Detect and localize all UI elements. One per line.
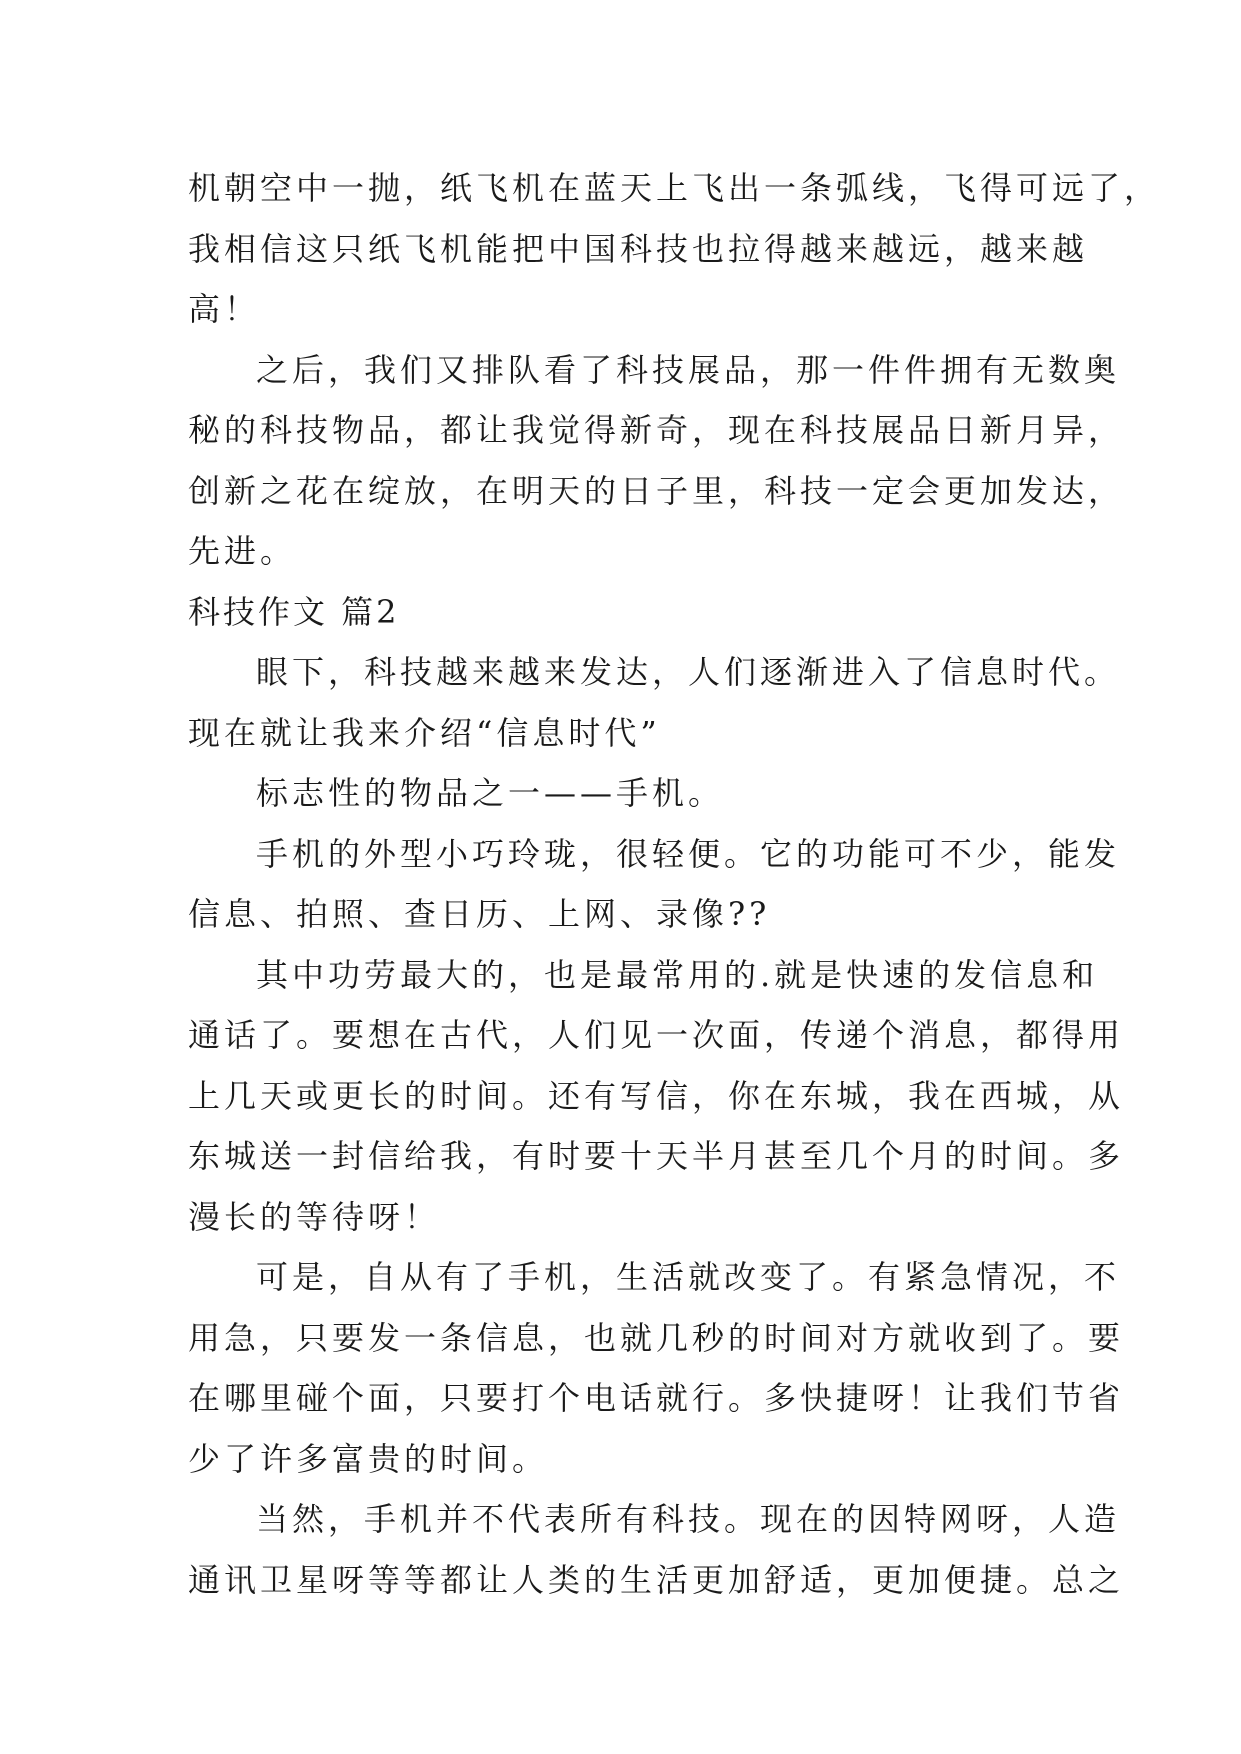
text-line: 少了许多富贵的时间。 xyxy=(188,1439,549,1478)
paragraph-start-line: 手机的外型小巧玲珑，很轻便。它的功能可不少，能发 xyxy=(256,834,1121,873)
paragraph-start-line: 其中功劳最大的，也是最常用的.就是快速的发信息和 xyxy=(256,955,1099,994)
text-line: 上几天或更长的时间。还有写信，你在东城，我在西城，从 xyxy=(188,1076,1125,1115)
text-line: 先进。 xyxy=(188,532,297,570)
paragraph-start-line: 可是，自从有了手机，生活就改变了。有紧急情况，不 xyxy=(256,1258,1121,1296)
text-line: 信息、拍照、查日历、上网、录像?? xyxy=(188,895,771,933)
section-heading: 科技作文 篇2 xyxy=(188,592,400,631)
text-line: 机朝空中一抛，纸飞机在蓝天上飞出一条弧线，飞得可远了， xyxy=(188,169,1161,207)
text-line: 东城送一封信给我，有时要十天半月甚至几个月的时间。多 xyxy=(188,1137,1125,1175)
text-line: 通讯卫星呀等等都让人类的生活更加舒适，更加便捷。总之 xyxy=(188,1560,1125,1599)
text-line: 我相信这只纸飞机能把中国科技也拉得越来越远，越来越 xyxy=(188,229,1089,268)
text-line: 秘的科技物品，都让我觉得新奇，现在科技展品日新月异， xyxy=(188,411,1125,449)
text-line: 用急，只要发一条信息，也就几秒的时间对方就收到了。要 xyxy=(188,1318,1125,1357)
text-line: 在哪里碰个面，只要打个电话就行。多快捷呀！让我们节省 xyxy=(188,1379,1125,1417)
text-line: 漫长的等待呀！ xyxy=(188,1197,441,1236)
paragraph-start-line: 当然，手机并不代表所有科技。现在的因特网呀，人造 xyxy=(256,1500,1121,1538)
text-line: 创新之花在绽放，在明天的日子里，科技一定会更加发达， xyxy=(188,471,1125,510)
paragraph-start-line: 之后，我们又排队看了科技展品，那一件件拥有无数奥 xyxy=(256,350,1121,389)
text-line: 现在就让我来介绍“信息时代” xyxy=(188,713,661,752)
text-line: 高！ xyxy=(188,290,261,328)
paragraph-start-line: 眼下，科技越来越来发达，人们逐渐进入了信息时代。 xyxy=(256,653,1121,691)
paragraph-start-line: 标志性的物品之一——手机。 xyxy=(256,774,725,812)
document-page xyxy=(188,158,1161,1610)
text-line: 通话了。要想在古代，人们见一次面，传递个消息，都得用 xyxy=(188,1016,1125,1054)
